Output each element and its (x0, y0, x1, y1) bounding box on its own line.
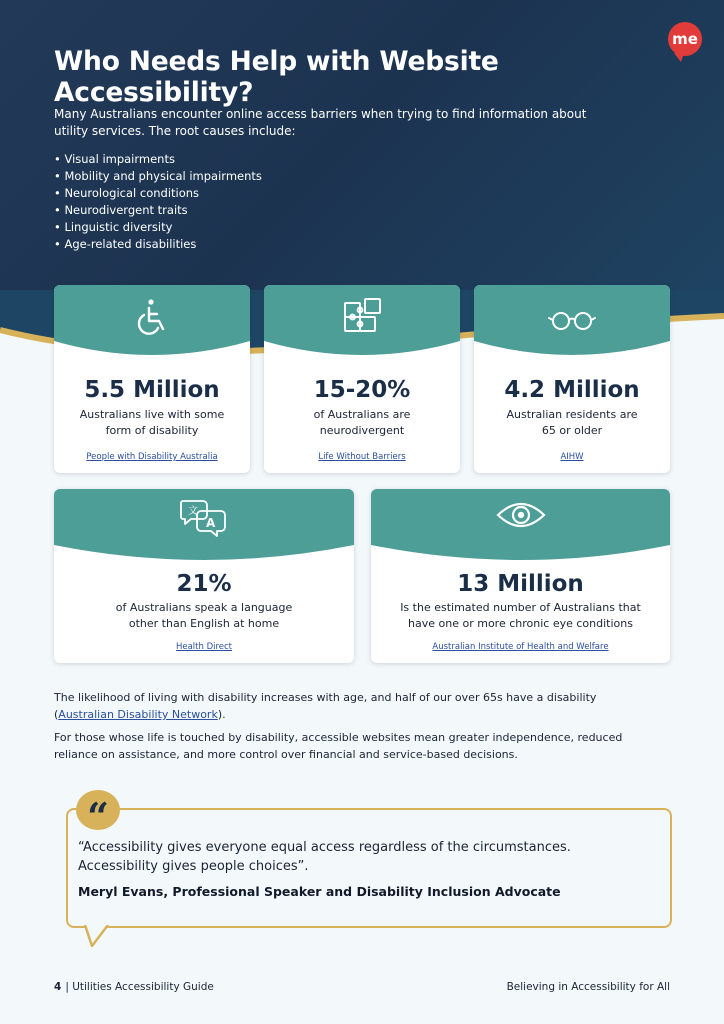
stat-value: 15-20% (313, 377, 411, 403)
stat-description: Is the estimated number of Australians that have one or more chronic eye conditions (400, 601, 641, 630)
list-item: • Mobility and physical impairments (54, 168, 262, 185)
brand-logo: me (668, 22, 702, 56)
page-title: Who Needs Help with Website Accessibility? (54, 46, 499, 108)
stat-value: 5.5 Million (84, 377, 220, 403)
quote-author: Meryl Evans, Professional Speaker and Disability Inclusion Advocate (78, 884, 561, 899)
svg-text:A: A (206, 516, 216, 530)
list-item: • Neurological conditions (54, 185, 262, 202)
australian-disability-network-link[interactable]: Australian Disability Network (58, 708, 218, 721)
stat-value: 4.2 Million (504, 377, 640, 403)
stat-description: of Australians are neurodivergent (313, 408, 411, 437)
stat-card-eye-conditions (371, 489, 670, 663)
wheelchair-icon (127, 297, 177, 337)
footer-right: Believing in Accessibility for All (506, 981, 670, 993)
translate-icon (179, 497, 229, 537)
stat-value: 21% (176, 571, 232, 597)
speech-bubble-tail (84, 925, 110, 947)
causes-list (54, 151, 262, 253)
body-paragraph: The likelihood of living with disability increases with age, and half of our over 65s have a disability (Australian Disability Network). (54, 691, 597, 721)
source-link[interactable]: Health Direct (175, 642, 233, 652)
glasses-icon (547, 297, 597, 337)
list-item: • Linguistic diversity (54, 219, 262, 236)
guide-title: | Utilities Accessibility Guide (65, 981, 214, 993)
stat-card-neurodivergent (264, 285, 460, 473)
stat-value: 13 Million (457, 571, 584, 597)
stat-card-older (474, 285, 670, 473)
body-paragraph: For those whose life is touched by disability, accessible websites mean greater independence, reduced reliance on assistance, and more control over financial and service-based decisions. (54, 731, 623, 761)
stat-description: Australians live with some form of disability (79, 408, 225, 437)
page-number: 4 (54, 981, 62, 993)
source-link[interactable]: Australian Institute of Health and Welfare (432, 642, 609, 652)
stat-description: of Australians speak a language other than English at home (115, 601, 293, 630)
list-item: • Age-related disabilities (54, 236, 262, 253)
source-link[interactable]: Life Without Barriers (318, 452, 406, 462)
source-link[interactable]: AIHW (560, 452, 584, 462)
quote-icon: “ (76, 790, 120, 830)
stat-description: Australian residents are 65 or older (506, 408, 638, 437)
intro-text: Many Australians encounter online access barriers when trying to find information about utility services. The root causes include: (54, 107, 587, 138)
stat-card-disability (54, 285, 250, 473)
list-item: • Neurodivergent traits (54, 202, 262, 219)
svg-text:文: 文 (188, 506, 198, 517)
puzzle-icon (337, 297, 387, 337)
eye-icon (496, 495, 546, 535)
stat-card-language (54, 489, 354, 663)
footer-left (54, 981, 214, 993)
quote-text: “Accessibility gives everyone equal access regardless of the circumstances. Accessibility gives people choices”. (78, 840, 571, 874)
source-link[interactable]: People with Disability Australia (86, 452, 218, 462)
list-item: • Visual impairments (54, 151, 262, 168)
